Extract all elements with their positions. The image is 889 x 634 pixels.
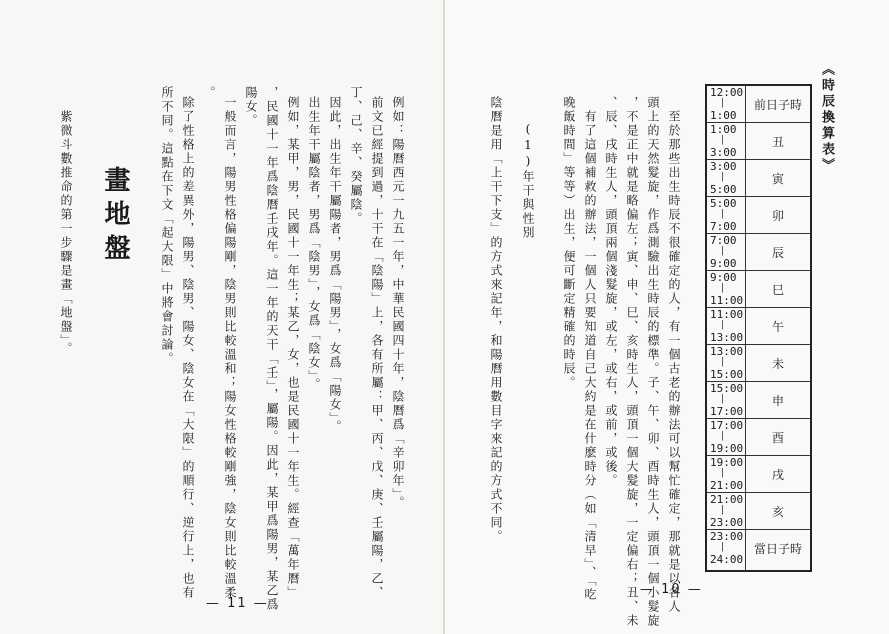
hour-name-cell: 卯: [746, 197, 810, 234]
time-range-cell: [707, 197, 745, 234]
time-end: 15:00: [710, 368, 744, 381]
range-bar: |: [721, 135, 725, 145]
paragraph-line: 、辰、戌時生人，頭頂兩個淺髮旋，或左，或右，或前，或後。: [604, 96, 618, 488]
range-bar: |: [721, 505, 725, 515]
hour-name-cell: 前日子時: [746, 86, 810, 123]
hour-name-cell: 未: [746, 345, 810, 382]
paragraph-line: 。: [202, 86, 216, 100]
hour-name-cell: 寅: [746, 160, 810, 197]
paragraph-line: 紫微斗數推命的第一步驟是畫「地盤」。: [59, 110, 73, 356]
range-bar: |: [721, 98, 725, 108]
time-start: 3:00: [710, 160, 737, 173]
time-start: 17:00: [710, 419, 744, 432]
time-range-cell: [707, 86, 745, 123]
time-start: 9:00: [710, 271, 737, 284]
page-number: — 11 —: [206, 596, 269, 611]
hour-name-cell: 丑: [746, 123, 810, 160]
page-number: — 10 —: [640, 582, 703, 597]
subheading: (1)年干與性別: [521, 122, 535, 240]
paragraph-line: 有了這個補救的辦法，一個人只要知道自己大約是在什麽時分（如「清早」、「吃: [583, 110, 597, 602]
time-start: 7:00: [710, 234, 737, 247]
paragraph-line: 例如，某甲，男，民國十一年生；某乙，女，也是民國十一年生。經查「萬年曆」: [286, 96, 300, 600]
section-heading: 畫地盤: [100, 166, 130, 268]
time-end: 9:00: [710, 257, 737, 270]
time-end: 23:00: [710, 516, 744, 529]
time-start: 1:00: [710, 123, 737, 136]
time-conversion-table: [705, 84, 812, 572]
paragraph-line: ，民國十一年爲陰曆壬戌年。這一年的天干「壬」，屬陽。因此，某甲爲陽男，某乙爲: [265, 86, 279, 612]
range-bar: |: [721, 172, 725, 182]
time-range-cell: [707, 345, 745, 382]
paragraph-line: 例如：陽曆西元一九五一年，中華民國四十年，陰曆爲「辛卯年」。: [391, 96, 405, 510]
range-bar: |: [721, 542, 725, 552]
time-range-cell: [707, 234, 745, 271]
hour-name-cell: 午: [746, 308, 810, 345]
time-end: 19:00: [710, 442, 744, 455]
time-range-column: [707, 86, 746, 570]
time-range-cell: [707, 456, 745, 493]
range-bar: |: [721, 394, 725, 404]
paragraph-line: 陰曆是用「上干下支」的方式來記年，和陽曆用數目字來記的方式不同。: [489, 96, 503, 544]
time-start: 13:00: [710, 345, 744, 358]
paragraph-line: 至於那些出生時辰不很確定的人，有一個古老的辦法可以幫忙確定，那就是以各人: [667, 110, 681, 614]
time-start: 19:00: [710, 456, 744, 469]
range-bar: |: [721, 468, 725, 478]
range-bar: |: [721, 357, 725, 367]
paragraph-line: 除了性格上的差異外，陽男、陰男、陽女、陰女在「大限」的順行、逆行上，也有: [181, 96, 195, 600]
time-range-cell: [707, 493, 745, 530]
paragraph-line: 丁、己、辛、癸屬陰。: [349, 86, 363, 226]
time-range-cell: [707, 419, 745, 456]
paragraph-line: 一般而言，陽男性格偏陽剛，陰男則比較溫和；陽女性格較剛強，陰女則比較溫柔: [223, 96, 237, 600]
range-bar: |: [721, 283, 725, 293]
paragraph-line: ，不是正中就是略偏左；寅、申、巳、亥時生人，頭頂一個大髮旋，一定偏右；丑、未: [625, 96, 639, 628]
time-end: 5:00: [710, 183, 737, 196]
hour-name-cell: 亥: [746, 493, 810, 530]
time-range-cell: [707, 123, 745, 160]
hour-name-cell: 當日子時: [753, 542, 802, 556]
time-range-cell: [707, 382, 745, 419]
time-start: 21:00: [710, 493, 744, 506]
time-end: 13:00: [710, 331, 744, 344]
time-end: 3:00: [710, 146, 737, 159]
hour-name-cell: 戌: [746, 456, 810, 493]
time-end: 11:00: [710, 294, 744, 307]
time-end: 24:00: [710, 553, 744, 566]
paragraph-line: 晚飯時間」等等）出生，便可斷定精確的時辰。: [562, 96, 576, 390]
paragraph-line: 陽女。: [244, 86, 258, 128]
time-range-cell: [707, 308, 745, 345]
paragraph-line: 所不同。這點在下文「起大限」中將會討論。: [160, 86, 174, 366]
range-bar: |: [721, 246, 725, 256]
time-start: 11:00: [710, 308, 744, 321]
time-range-cell: [707, 271, 745, 308]
time-start: 12:00: [710, 86, 744, 99]
range-bar: |: [721, 320, 725, 330]
time-range-cell: [707, 160, 745, 197]
range-bar: |: [721, 209, 725, 219]
hour-name-cell: 巳: [746, 271, 810, 308]
hour-name-cell: 辰: [746, 234, 810, 271]
paragraph-line: 出生年干屬陰者，男爲「陰男」，女爲「陰女」。: [307, 96, 321, 392]
book-spine: [443, 0, 445, 634]
time-end: 17:00: [710, 405, 744, 418]
time-end: 1:00: [710, 109, 737, 122]
time-range-cell: [707, 530, 745, 567]
time-start: 15:00: [710, 382, 744, 395]
range-bar: |: [721, 431, 725, 441]
hour-name-cell: 酉: [746, 419, 810, 456]
paragraph-line: 前文已經提到過，十干在「陰陽」上，各有所屬：甲、丙、戊、庚、壬屬陽，乙、: [370, 96, 384, 600]
time-start: 5:00: [710, 197, 737, 210]
paragraph-line: 因此，出生年干屬陽者，男爲「陽男」，女爲「陽女」。: [328, 96, 342, 434]
hour-name-column: [746, 86, 810, 570]
hour-name-cell: 申: [746, 382, 810, 419]
time-end: 21:00: [710, 479, 744, 492]
time-end: 7:00: [710, 220, 737, 233]
table-title: 《時辰換算表》: [819, 62, 834, 174]
time-start: 23:00: [710, 530, 744, 543]
paragraph-line: 頭上的天然髮旋，作爲測驗出生時辰的標準。子、午、卯、酉時生人，頭頂一個小髮旋: [646, 96, 660, 628]
